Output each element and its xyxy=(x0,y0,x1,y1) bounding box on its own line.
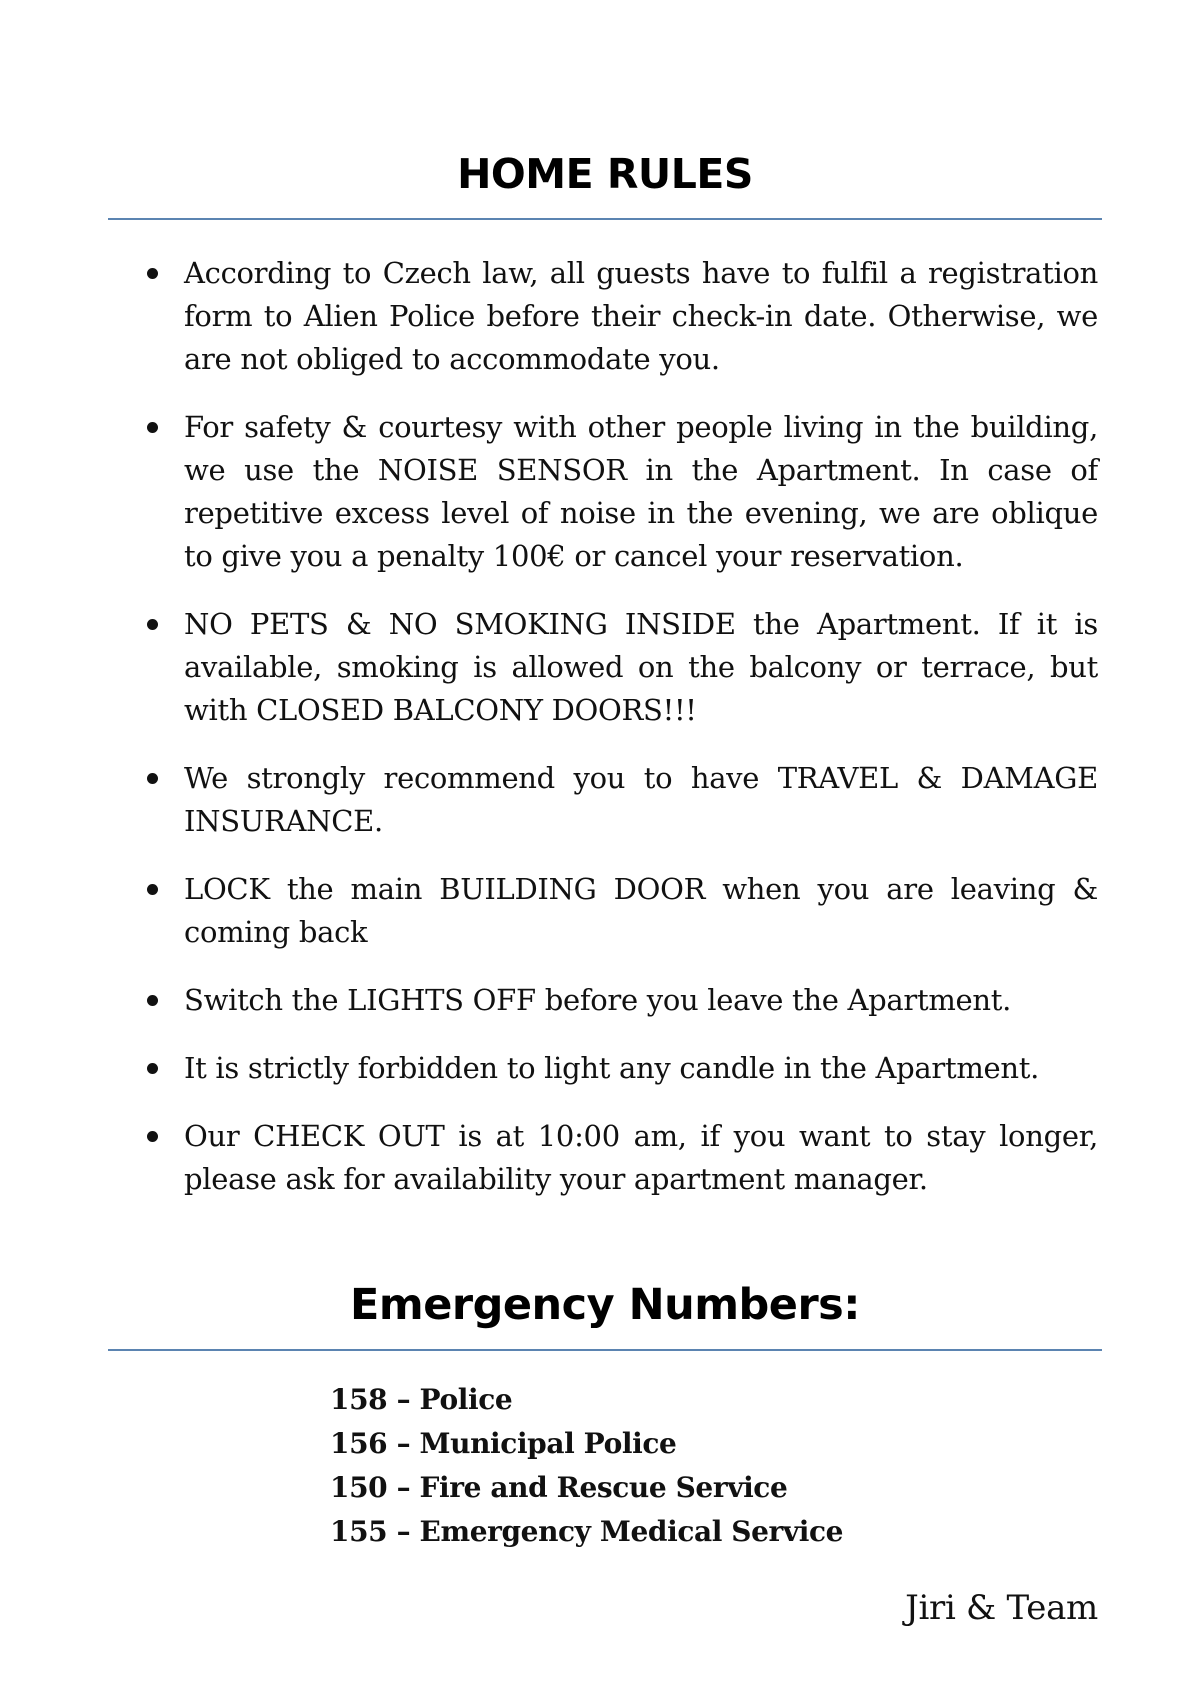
rule-text: LOCK the main BUILDING DOOR when you are leaving & coming back xyxy=(184,872,1098,949)
rule-item xyxy=(184,868,1098,954)
rule-text: It is strictly forbidden to light any candle in the Apartment. xyxy=(184,1051,1040,1085)
bullet-icon xyxy=(147,268,158,279)
rule-text: Our CHECK OUT is at 10:00 am, if you want to stay longer, please ask for availability your apartment manager. xyxy=(184,1119,1098,1196)
emergency-divider xyxy=(108,1349,1102,1351)
bullet-icon xyxy=(147,422,158,433)
emergency-number: 158 – Police xyxy=(330,1383,513,1416)
page-title: HOME RULES xyxy=(457,150,753,198)
rule-text: NO PETS & NO SMOKING INSIDE the Apartment. If it is available, smoking is allowed on the balcony or terrace, but with CLOSED BALCONY DOORS!!! xyxy=(184,607,1098,727)
rule-item xyxy=(184,603,1098,732)
bullet-icon xyxy=(147,619,158,630)
rule-item xyxy=(184,757,1098,843)
emergency-numbers-list xyxy=(330,1378,843,1554)
bullet-icon xyxy=(147,884,158,895)
bullet-icon xyxy=(147,773,158,784)
emergency-number: 155 – Emergency Medical Service xyxy=(330,1515,844,1548)
emergency-heading: Emergency Numbers: xyxy=(350,1280,860,1330)
emergency-number: 156 – Municipal Police xyxy=(330,1427,677,1460)
rule-text: According to Czech law, all guests have to fulfil a registration form to Alien Police before their check-in date. Otherwise, we are not obliged to accommodate you. xyxy=(184,256,1098,376)
emergency-number: 150 – Fire and Rescue Service xyxy=(330,1471,788,1504)
rule-item xyxy=(184,1047,1098,1090)
bullet-icon xyxy=(147,995,158,1006)
rule-text: Switch the LIGHTS OFF before you leave the Apartment. xyxy=(184,983,1012,1017)
bullet-icon xyxy=(147,1063,158,1074)
rule-item xyxy=(184,252,1098,381)
rule-item xyxy=(184,406,1098,578)
rule-item xyxy=(184,979,1098,1022)
rule-text: For safety & courtesy with other people living in the building, we use the NOISE SENSOR in the Apartment. In case of repetitive excess level of noise in the evening, we are oblique to give you a penalty 100€ or cancel your reservation. xyxy=(184,410,1098,573)
title-divider xyxy=(108,218,1102,220)
signature: Jiri & Team xyxy=(905,1588,1098,1628)
rule-item xyxy=(184,1115,1098,1201)
bullet-icon xyxy=(147,1131,158,1142)
rules-list xyxy=(184,252,1098,1226)
rule-text: We strongly recommend you to have TRAVEL & DAMAGE INSURANCE. xyxy=(184,761,1098,838)
